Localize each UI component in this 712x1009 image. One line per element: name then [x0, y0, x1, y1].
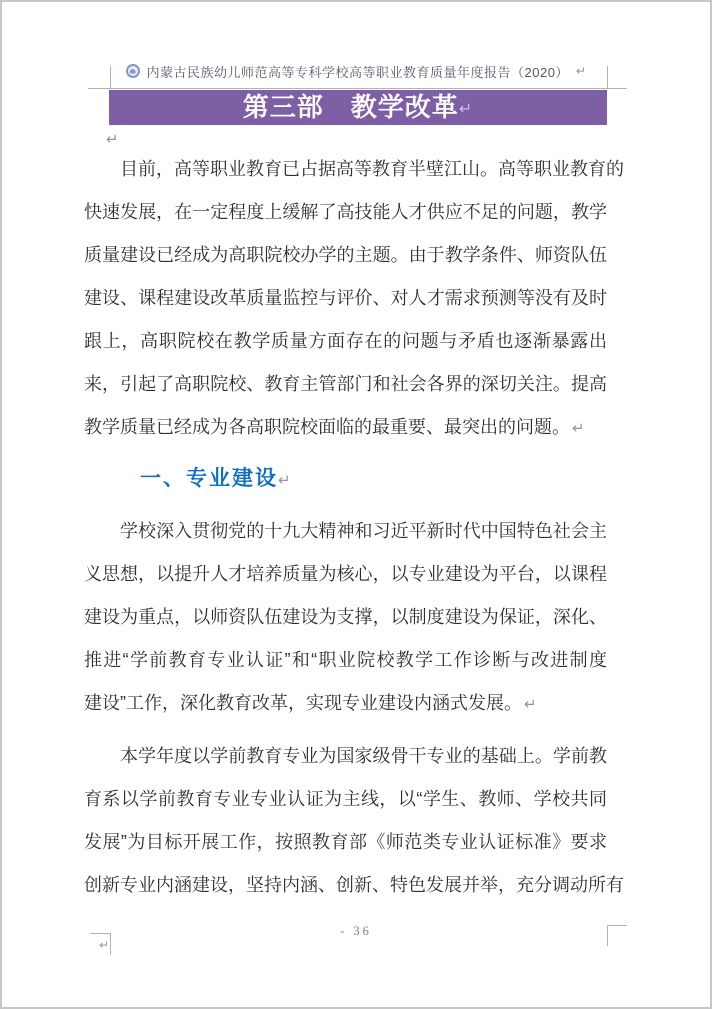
running-header-title: 内蒙古民族幼儿师范高等专科学校高等职业教育质量年度报告（2020）: [146, 64, 569, 80]
chapter-banner-title: 第三部 教学改革: [242, 92, 459, 122]
paragraph-return-icon: ↵: [524, 696, 537, 713]
paragraph-return-icon: ↵: [106, 131, 119, 148]
text-line: 学校深入贯彻党的十九大精神和习近平新时代中国特色社会主: [120, 521, 607, 541]
text-line: 本学年度以学前教育专业为国家级骨干专业的基础上。学前教: [120, 746, 607, 766]
text-boundary-mark: [110, 66, 111, 88]
text-line: 发展”为目标开展工作，按照教育部《师范类专业认证标准》要求: [84, 832, 607, 852]
section-heading-text: 一、专业建设: [140, 467, 278, 490]
text-line: 目前，高等职业教育已占据高等教育半壁江山。高等职业教育的: [120, 159, 624, 179]
text-line: 快速发展，在一定程度上缓解了高技能人才供应不足的问题，教学: [84, 202, 607, 222]
paragraph-1: [84, 148, 624, 449]
running-header: [2, 58, 710, 84]
text-line: 教学质量已经成为各高职院校面临的最重要、最突出的问题。 ↵: [84, 417, 585, 437]
text-line: 创新专业内涵建设，坚持内涵、创新、特色发展并举，充分调动所有: [84, 875, 624, 895]
text-line: 跟上，高职院校在教学质量方面存在的问题与矛盾也逐渐暴露出: [84, 331, 607, 351]
section-heading: [84, 464, 607, 496]
text-boundary-mark: [607, 66, 608, 88]
header-underline: [88, 88, 627, 89]
text-line: 建设、课程建设改革质量监控与评价、对人才需求预测等没有及时: [84, 288, 607, 308]
footer-page-number: - 36: [340, 924, 372, 938]
paragraph-return-icon: ↵: [572, 420, 585, 437]
text-line: 来，引起了高职院校、教育主管部门和社会各界的深切关注。提高: [84, 374, 607, 394]
paragraph-return-icon: ↵: [575, 64, 587, 78]
paragraph-3: [84, 735, 624, 907]
text-line: 义思想，以提升人才培养质量为核心，以专业建设为平台，以课程: [84, 564, 607, 584]
paragraph-return-icon: ↵: [99, 938, 110, 952]
paragraph-return-icon: ↵: [278, 472, 291, 489]
paragraph-2: [84, 510, 607, 725]
text-line: 质量建设已经成为高职院校办学的主题。由于教学条件、师资队伍: [84, 245, 607, 265]
text-line: 建设”工作，深化教育改革，实现专业建设内涵式发展。 ↵: [84, 693, 537, 713]
text-line: 育系以学前教育专业专业认证为主线，以“学生、教师、学校共同: [84, 789, 607, 809]
paragraph-return-icon: ↵: [458, 101, 474, 118]
school-emblem-icon: [126, 64, 140, 78]
text-line: 建设为重点，以师资队伍建设为支撑，以制度建设为保证，深化、: [84, 607, 607, 627]
chapter-banner: [109, 90, 607, 125]
text-line: 推进“学前教育专业认证”和“职业院校教学工作诊断与改进制度: [84, 650, 607, 670]
